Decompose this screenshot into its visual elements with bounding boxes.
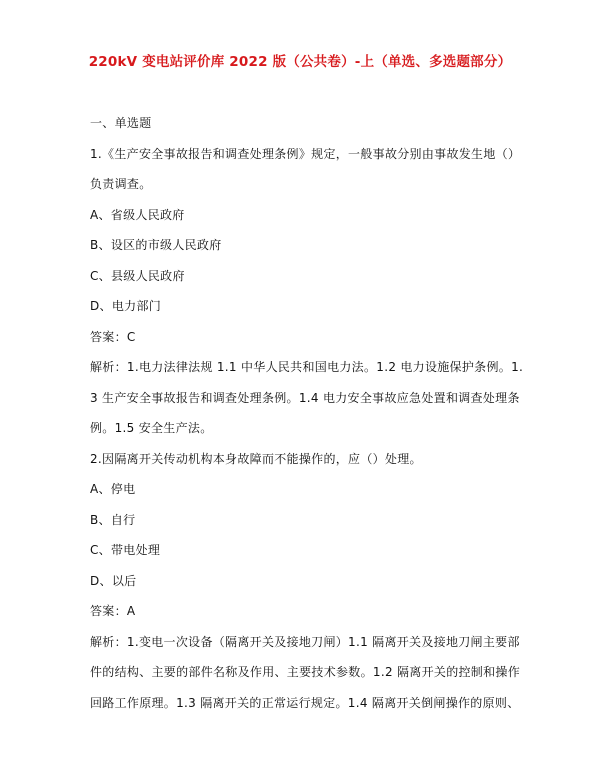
analysis-line: 回路工作原理。1.3 隔离开关的正常运行规定。1.4 隔离开关倒闸操作的原则、 xyxy=(90,695,520,710)
option-a: A、省级人民政府 xyxy=(90,207,185,222)
question-stem-line: 负责调查。 xyxy=(90,177,152,191)
option-c: C、县级人民政府 xyxy=(90,268,185,283)
option-b: B、自行 xyxy=(90,512,136,527)
question-2 xyxy=(90,444,530,719)
document-body xyxy=(90,108,530,718)
analysis-line: 例。1.5 安全生产法。 xyxy=(90,421,213,435)
section-heading: 一、单选题 xyxy=(90,116,152,130)
answer: 答案：C xyxy=(90,329,136,344)
option-a: A、停电 xyxy=(90,482,136,496)
question-stem-line: 1.《生产安全事故报告和调查处理条例》规定，一般事故分别由事故发生地（） xyxy=(90,146,521,161)
analysis-line: 3 生产安全事故报告和调查处理条例。1.4 电力安全事故应急处置和调查处理条 xyxy=(90,390,520,405)
option-c: C、带电处理 xyxy=(90,543,161,557)
question-stem-line: 2.因隔离开关传动机构本身故障而不能操作的，应（）处理。 xyxy=(90,451,422,466)
analysis-line: 解析：1.变电一次设备（隔离开关及接地刀闸）1.1 隔离开关及接地刀闸主要部 xyxy=(90,634,520,649)
option-b: B、设区的市级人民政府 xyxy=(90,238,222,252)
question-1 xyxy=(90,139,530,444)
analysis-line: 件的结构、主要的部件名称及作用、主要技术参数。1.2 隔离开关的控制和操作 xyxy=(90,665,521,679)
document-title: 220kV 变电站评价库 2022 版（公共卷）-上（单选、多选题部分） xyxy=(88,54,512,70)
option-d: D、以后 xyxy=(90,573,137,588)
answer: 答案：A xyxy=(90,604,136,618)
option-d: D、电力部门 xyxy=(90,299,162,313)
analysis-line: 解析：1.电力法律法规 1.1 中华人民共和国电力法。1.2 电力设施保护条例。1. xyxy=(90,360,524,374)
